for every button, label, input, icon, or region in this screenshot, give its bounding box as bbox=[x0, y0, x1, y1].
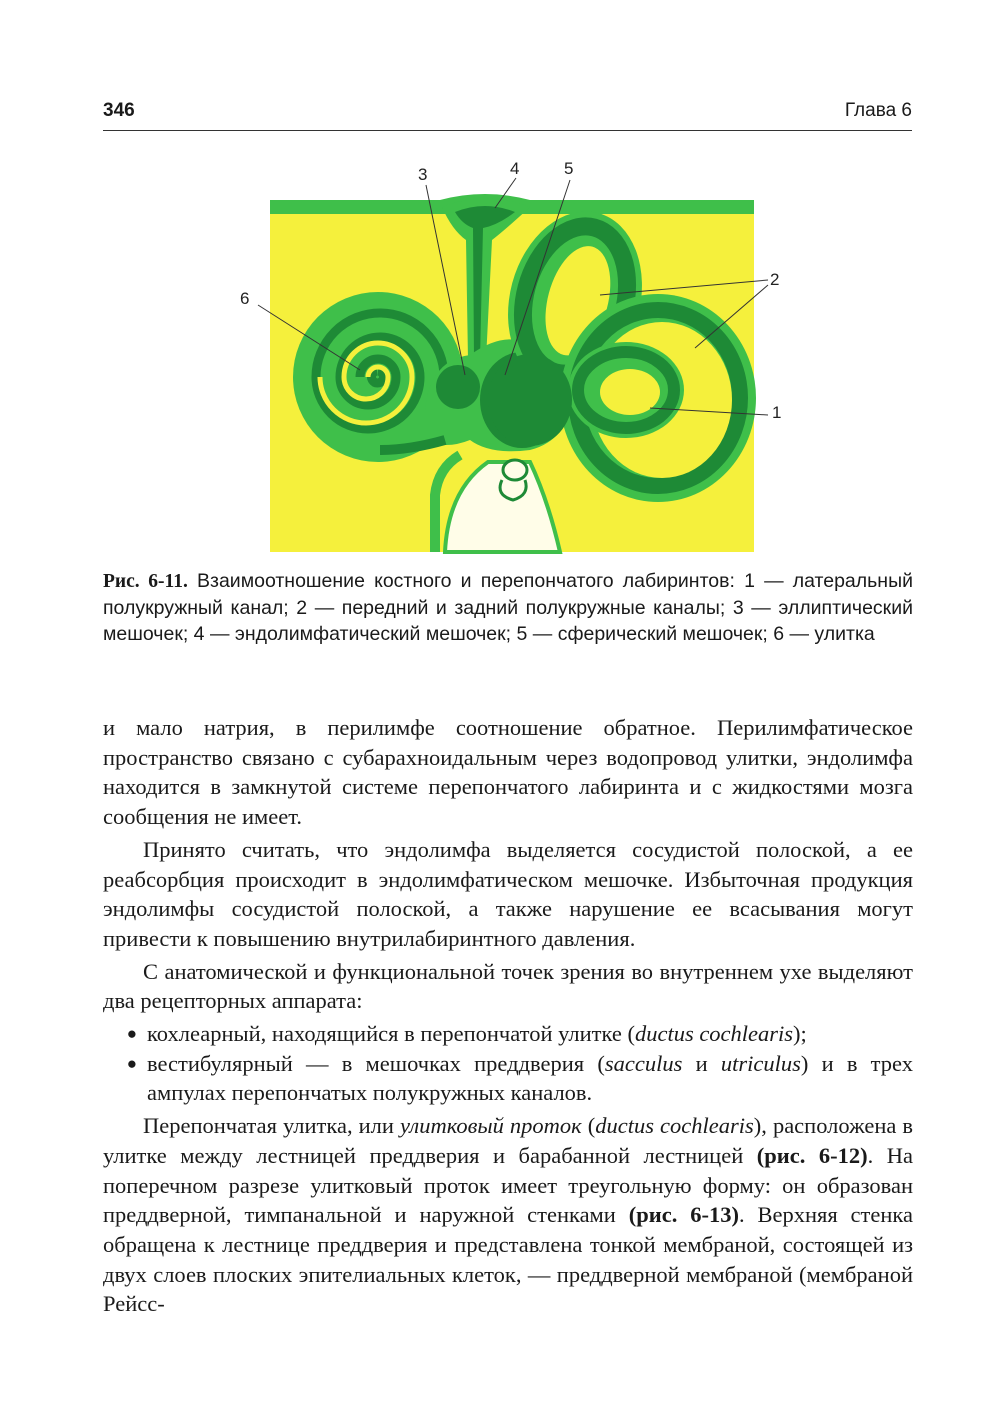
caption-text: Взаимоотношение костного и перепончатого лабиринтов: 1 — латеральный полукружный канал; 2 — передний и задний полукружные каналы; 3 — эллиптический мешочек; 4 — эндолимфатический мешочек; 5 — сферический мешочек; 6 — улитка bbox=[103, 570, 913, 645]
receptor-list bbox=[103, 1019, 913, 1108]
page-number: 346 bbox=[103, 100, 135, 121]
chapter-title: Глава 6 bbox=[844, 100, 912, 121]
stapes-head bbox=[503, 460, 527, 480]
utricle bbox=[436, 365, 480, 409]
figure-ref-6-12[interactable]: (рис. 6-12) bbox=[756, 1142, 868, 1168]
figure-label-6: 6 bbox=[240, 289, 250, 308]
paragraph-2: Принято считать, что эндолимфа выделяется сосудистой полоской, а ее реабсорбция происходит в эндолимфатическом мешочке. Избыточная продукция эндолимфы сосудистой полоской, а также нарушение ее всасывания могут привести к повышению внутрилабиринтного давления. bbox=[103, 836, 913, 951]
paragraph-1: и мало натрия, в перилимфе соотношение обратное. Перилимфатическое пространство связано с субарахноидальным через водопровод улитки, эндолимфа находится в замкнутой системе перепончатого лабиринта и с жидкостями мозга сообщения не имеет. bbox=[103, 715, 913, 830]
figure-label-3: 3 bbox=[418, 165, 428, 184]
caption-label: Рис. 6-11. bbox=[103, 571, 188, 592]
page-header bbox=[103, 100, 912, 131]
body-text bbox=[103, 713, 913, 1322]
figure-label-2: 2 bbox=[770, 270, 780, 289]
vestibule-merge bbox=[488, 354, 572, 446]
list-item: кохлеарный, находящийся в перепончатой улитке (ductus cochlearis); bbox=[147, 1021, 807, 1047]
paragraph-3: С анатомической и функциональной точек зрения во внутреннем ухе выделяют два рецепторных аппарата: bbox=[103, 958, 913, 1014]
list-item: вестибулярный — в мешочках преддверия (sacculus и utriculus) и в трех ампулах перепончатых полукружных каналов. bbox=[147, 1050, 913, 1106]
figure-label-1: 1 bbox=[772, 403, 782, 422]
labyrinth-figure bbox=[230, 150, 790, 560]
paragraph-4: Перепончатая улитка, или улитковый проток (ductus cochlearis), расположена в улитке между лестницей преддверия и барабанной лестницей (рис. 6-12). На поперечном разрезе улитковый проток имеет треугольную форму: он образован преддверной, тимпанальной и наружной стенками (рис. 6-13). Верхняя стенка обращена к лестнице преддверия и представлена тонкой мембраной, состоящей из двух слоев плоских эпителиальных клеток, — преддверной мембраной (мембраной Рейсс- bbox=[103, 1113, 914, 1317]
figure-ref-6-13[interactable]: (рис. 6-13) bbox=[628, 1202, 739, 1228]
figure-caption bbox=[103, 568, 913, 647]
figure-label-4: 4 bbox=[510, 159, 520, 178]
figure-label-5: 5 bbox=[564, 159, 574, 178]
